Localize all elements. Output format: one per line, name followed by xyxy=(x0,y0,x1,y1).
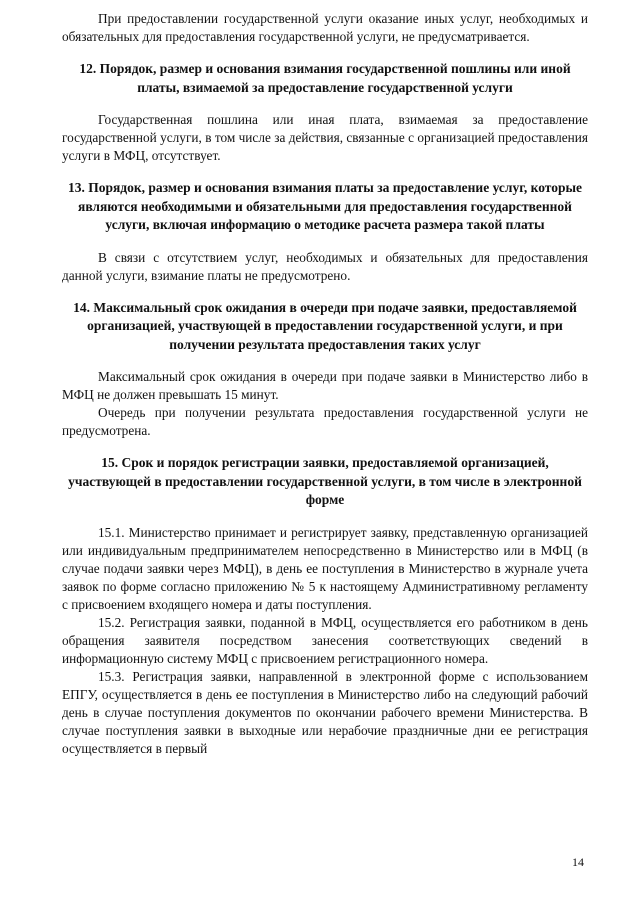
page-number: 14 xyxy=(572,855,584,869)
section-13-heading: 13. Порядок, размер и основания взимания платы за предоставление услуг, которые являются необходимыми и обязательными для предоставления государственной услуги, включая информацию о методике расчета размера такой платы xyxy=(67,180,583,232)
intro-paragraph: При предоставлении государственной услуги оказание иных услуг, необходимых и обязательных для предоставления государственной услуги, не предусматривается. xyxy=(62,11,588,44)
section-12-heading: 12. Порядок, размер и основания взимания государственной пошлины или иной платы, взимаемой за предоставление государственной услуги xyxy=(79,61,571,95)
section-15-1-paragraph: 15.1. Министерство принимает и регистрирует заявку, представленную организацией или индивидуальным предпринимателем непосредственно в Министерство или в МФЦ (в случае подачи заявки через МФЦ), в день ее поступления в Министерство в журнале учета заявок по форме согласно приложению № 5 к настоящему Административному регламенту с присвоением входящего номера и даты поступления. xyxy=(62,524,588,612)
section-12-paragraph: Государственная пошлина или иная плата, взимаемая за предоставление государственной услуги, в том числе за действия, связанные с организацией предоставления услуги в МФЦ, отсутствует. xyxy=(62,112,588,163)
section-15-heading: 15. Срок и порядок регистрации заявки, предоставляемой организацией, участвующей в предоставлении государственной услуги, в том числе в электронной форме xyxy=(68,455,582,507)
section-14-paragraph-2: Очередь при получении результата предоставления государственной услуги не предусмотрена. xyxy=(62,405,588,438)
section-15-2-paragraph: 15.2. Регистрация заявки, поданной в МФЦ, осуществляется его работником в день обращения заявителя посредством занесения соответствующих сведений в информационную систему МФЦ с присвоением регистрационного номера. xyxy=(62,614,588,666)
section-15-3-paragraph: 15.3. Регистрация заявки, направленной в электронной форме с использованием ЕПГУ, осуществляется в день ее поступления в Министерство либо на следующий рабочий день в случае поступления документов по окончании рабочего времени Министерства. В случае поступления заявки в выходные или нерабочие праздничные дни ее регистрация осуществляется в первый xyxy=(62,668,588,756)
section-14-heading: 14. Максимальный срок ожидания в очереди при подаче заявки, предоставляемой организацией, участвующей в предоставлении государственной услуги, и при получении результата предоставления таких услуг xyxy=(73,299,577,352)
section-13-paragraph: В связи с отсутствием услуг, необходимых и обязательных для предоставления данной услуги, взимание платы не предусмотрено. xyxy=(62,249,588,283)
section-14-paragraph-1: Максимальный срок ожидания в очереди при подаче заявки в Министерство либо в МФЦ не должен превышать 15 минут. xyxy=(62,369,588,402)
